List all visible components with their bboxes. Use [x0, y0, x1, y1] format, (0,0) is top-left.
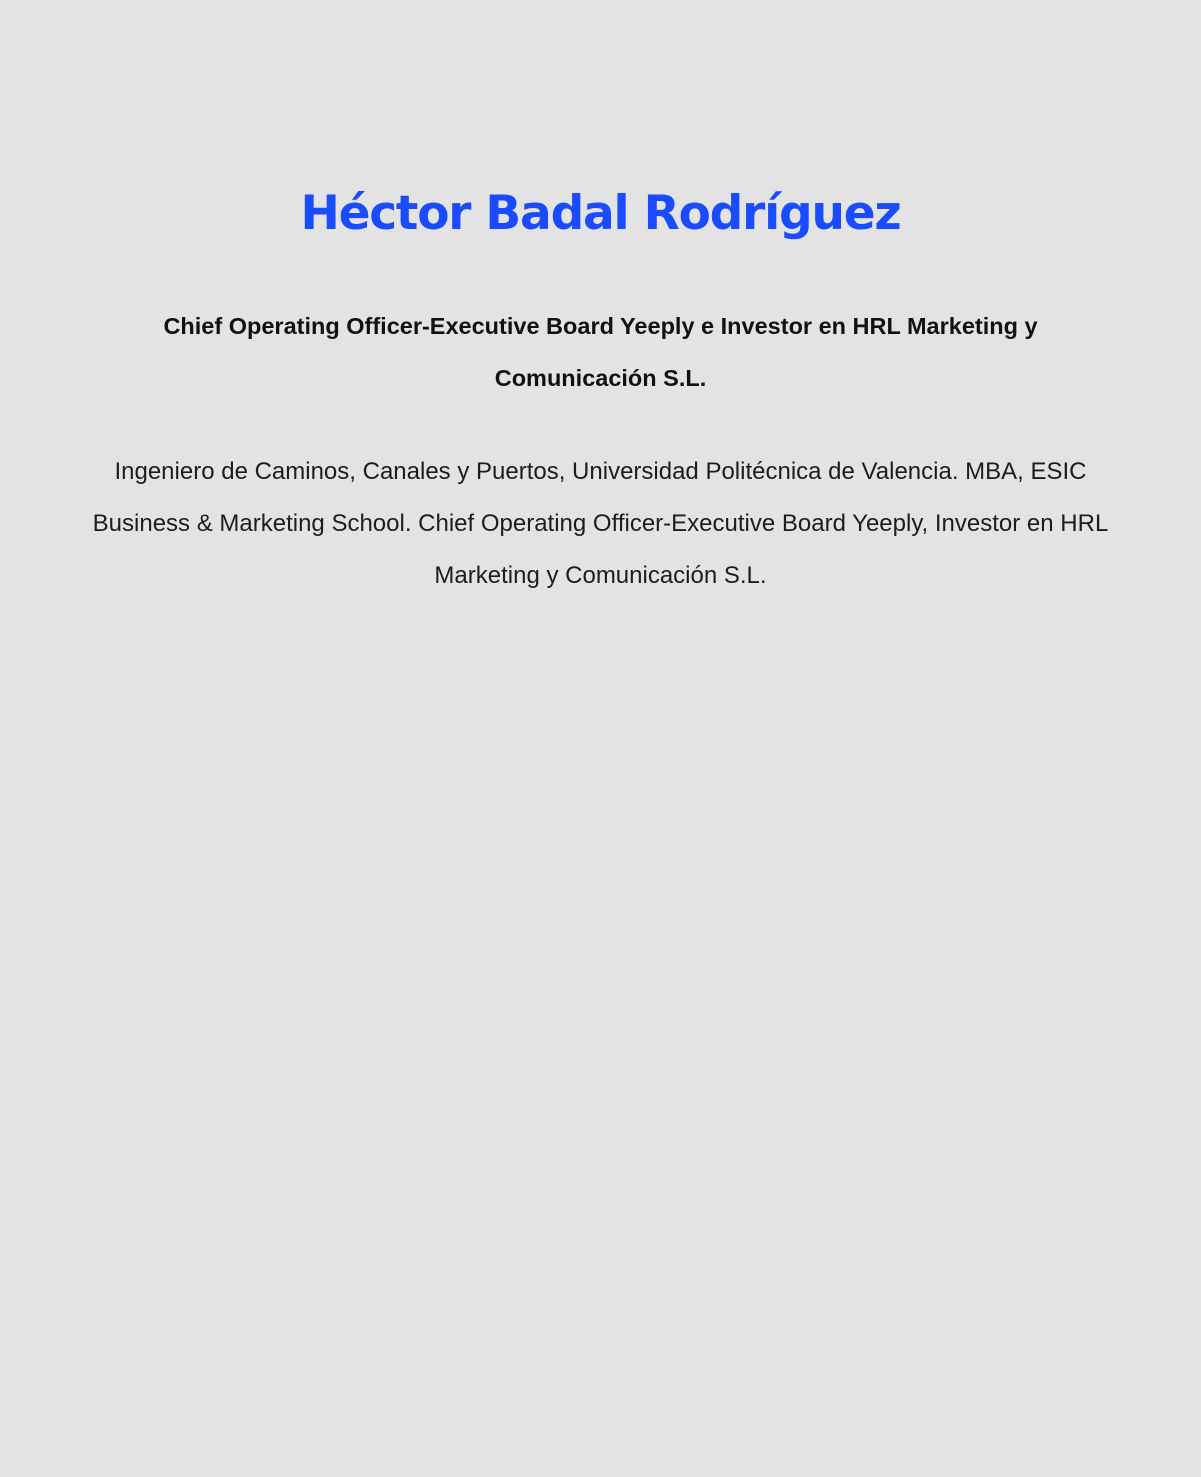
page-title: Héctor Badal Rodríguez — [300, 186, 901, 241]
profile-role-text: Chief Operating Officer-Executive Board Yeeply e Investor en HRL Marketing y Comunicación S.L. — [163, 313, 1038, 391]
profile-bio-text: Ingeniero de Caminos, Canales y Puertos, Universidad Politécnica de Valencia. MBA, ESIC Business & Marketing School. Chief Operating Officer-Executive Board Yeeply, Investor en HRL Marketing y Comunicación S.L. — [92, 458, 1109, 589]
profile-block — [0, 0, 1201, 602]
